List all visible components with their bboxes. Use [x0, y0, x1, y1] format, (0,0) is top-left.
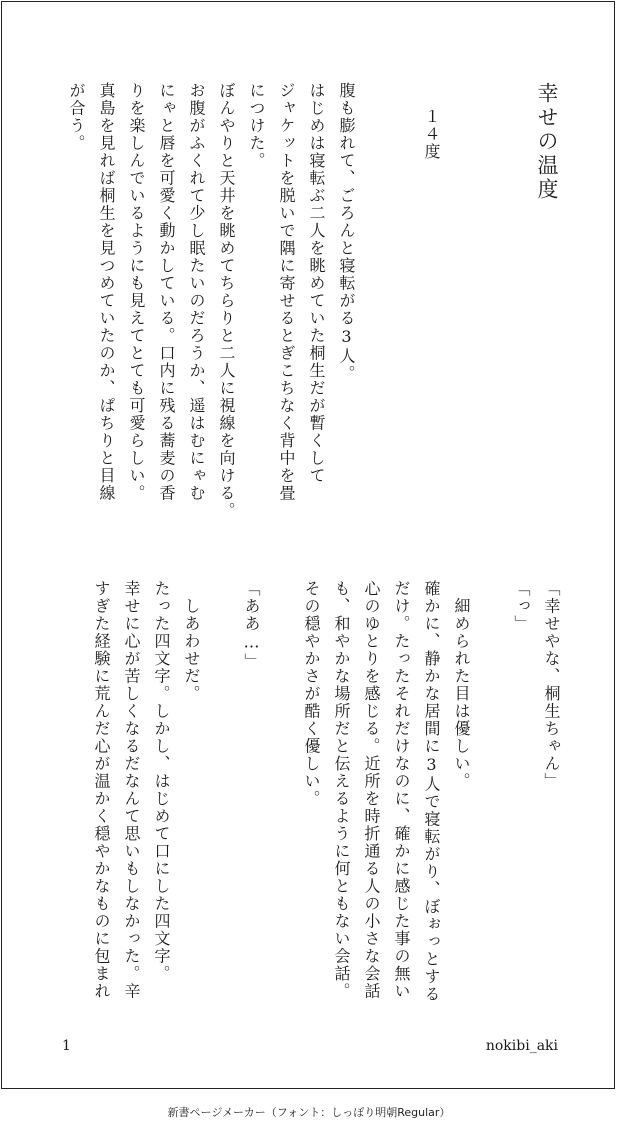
text-column: りを楽しんでいるようにも見えてとても可愛らしい。: [127, 82, 146, 502]
text-column: だけ。たったそれだけなのに、確かに感じた事の無い: [392, 580, 411, 1000]
author-name: nokibi_aki: [485, 1038, 558, 1054]
text-column: ジャケットを脱いで隅に寄せるとぎこちなく背中を畳: [277, 82, 296, 502]
chapter-subtitle: １４度: [422, 108, 441, 161]
text-column: 「ああ…」: [242, 580, 261, 671]
text-column: が合う。: [67, 82, 86, 152]
text-column: 確かに、静かな居間に3人で寝転がり、ぼぉっとする: [422, 580, 441, 1003]
text-column: すぎた経験に荒んだ心が温かく穏やかなものに包まれ: [92, 580, 111, 1000]
book-page: [1, 1, 615, 1089]
text-column: につけた。: [247, 82, 266, 170]
text-column: 真島を見れば桐生を見つめていたのか、ぱちりと目線: [97, 82, 116, 502]
text-column: はじめは寝転ぶ二人を眺めていた桐生だが暫くして: [307, 82, 326, 485]
text-column: しあわせだ。: [182, 580, 201, 703]
text-column: 幸せに心が苦しくなるだなんて思いもしなかった。辛: [122, 580, 141, 1000]
page-title: 幸せの温度: [535, 82, 559, 202]
text-column: 心のゆとりを感じる。近所を時折通る人の小さな会話: [362, 580, 381, 1000]
text-column: も、和やかな場所だと伝えるように何ともない会話。: [332, 580, 351, 1000]
text-column: たった四文字。しかし、はじめて口にした四文字。: [152, 580, 171, 983]
text-column: ぼんやりと天井を眺めてちらりと二人に視線を向ける。: [217, 82, 236, 520]
text-column: 腹も膨れて、ごろんと寝転がる3人。: [337, 82, 356, 383]
text-column: 「幸せやな、桐生ちゃん」: [542, 580, 561, 790]
text-column: 「っ」: [512, 580, 531, 633]
text-column: にゃと唇を可愛く動かしている。口内に残る蕎麦の香: [157, 82, 176, 502]
text-column: その穏やかさが酷く優しい。: [302, 580, 321, 808]
text-column: お腹がふくれて少し眠たいのだろうか、遥はむにゃむ: [187, 82, 206, 502]
page-number: 1: [62, 1038, 71, 1054]
text-column: 細められた目は優しい。: [452, 580, 471, 790]
generator-credit: 新書ページメーカー（フォント：しっぽり明朝Regular）: [167, 1106, 451, 1119]
